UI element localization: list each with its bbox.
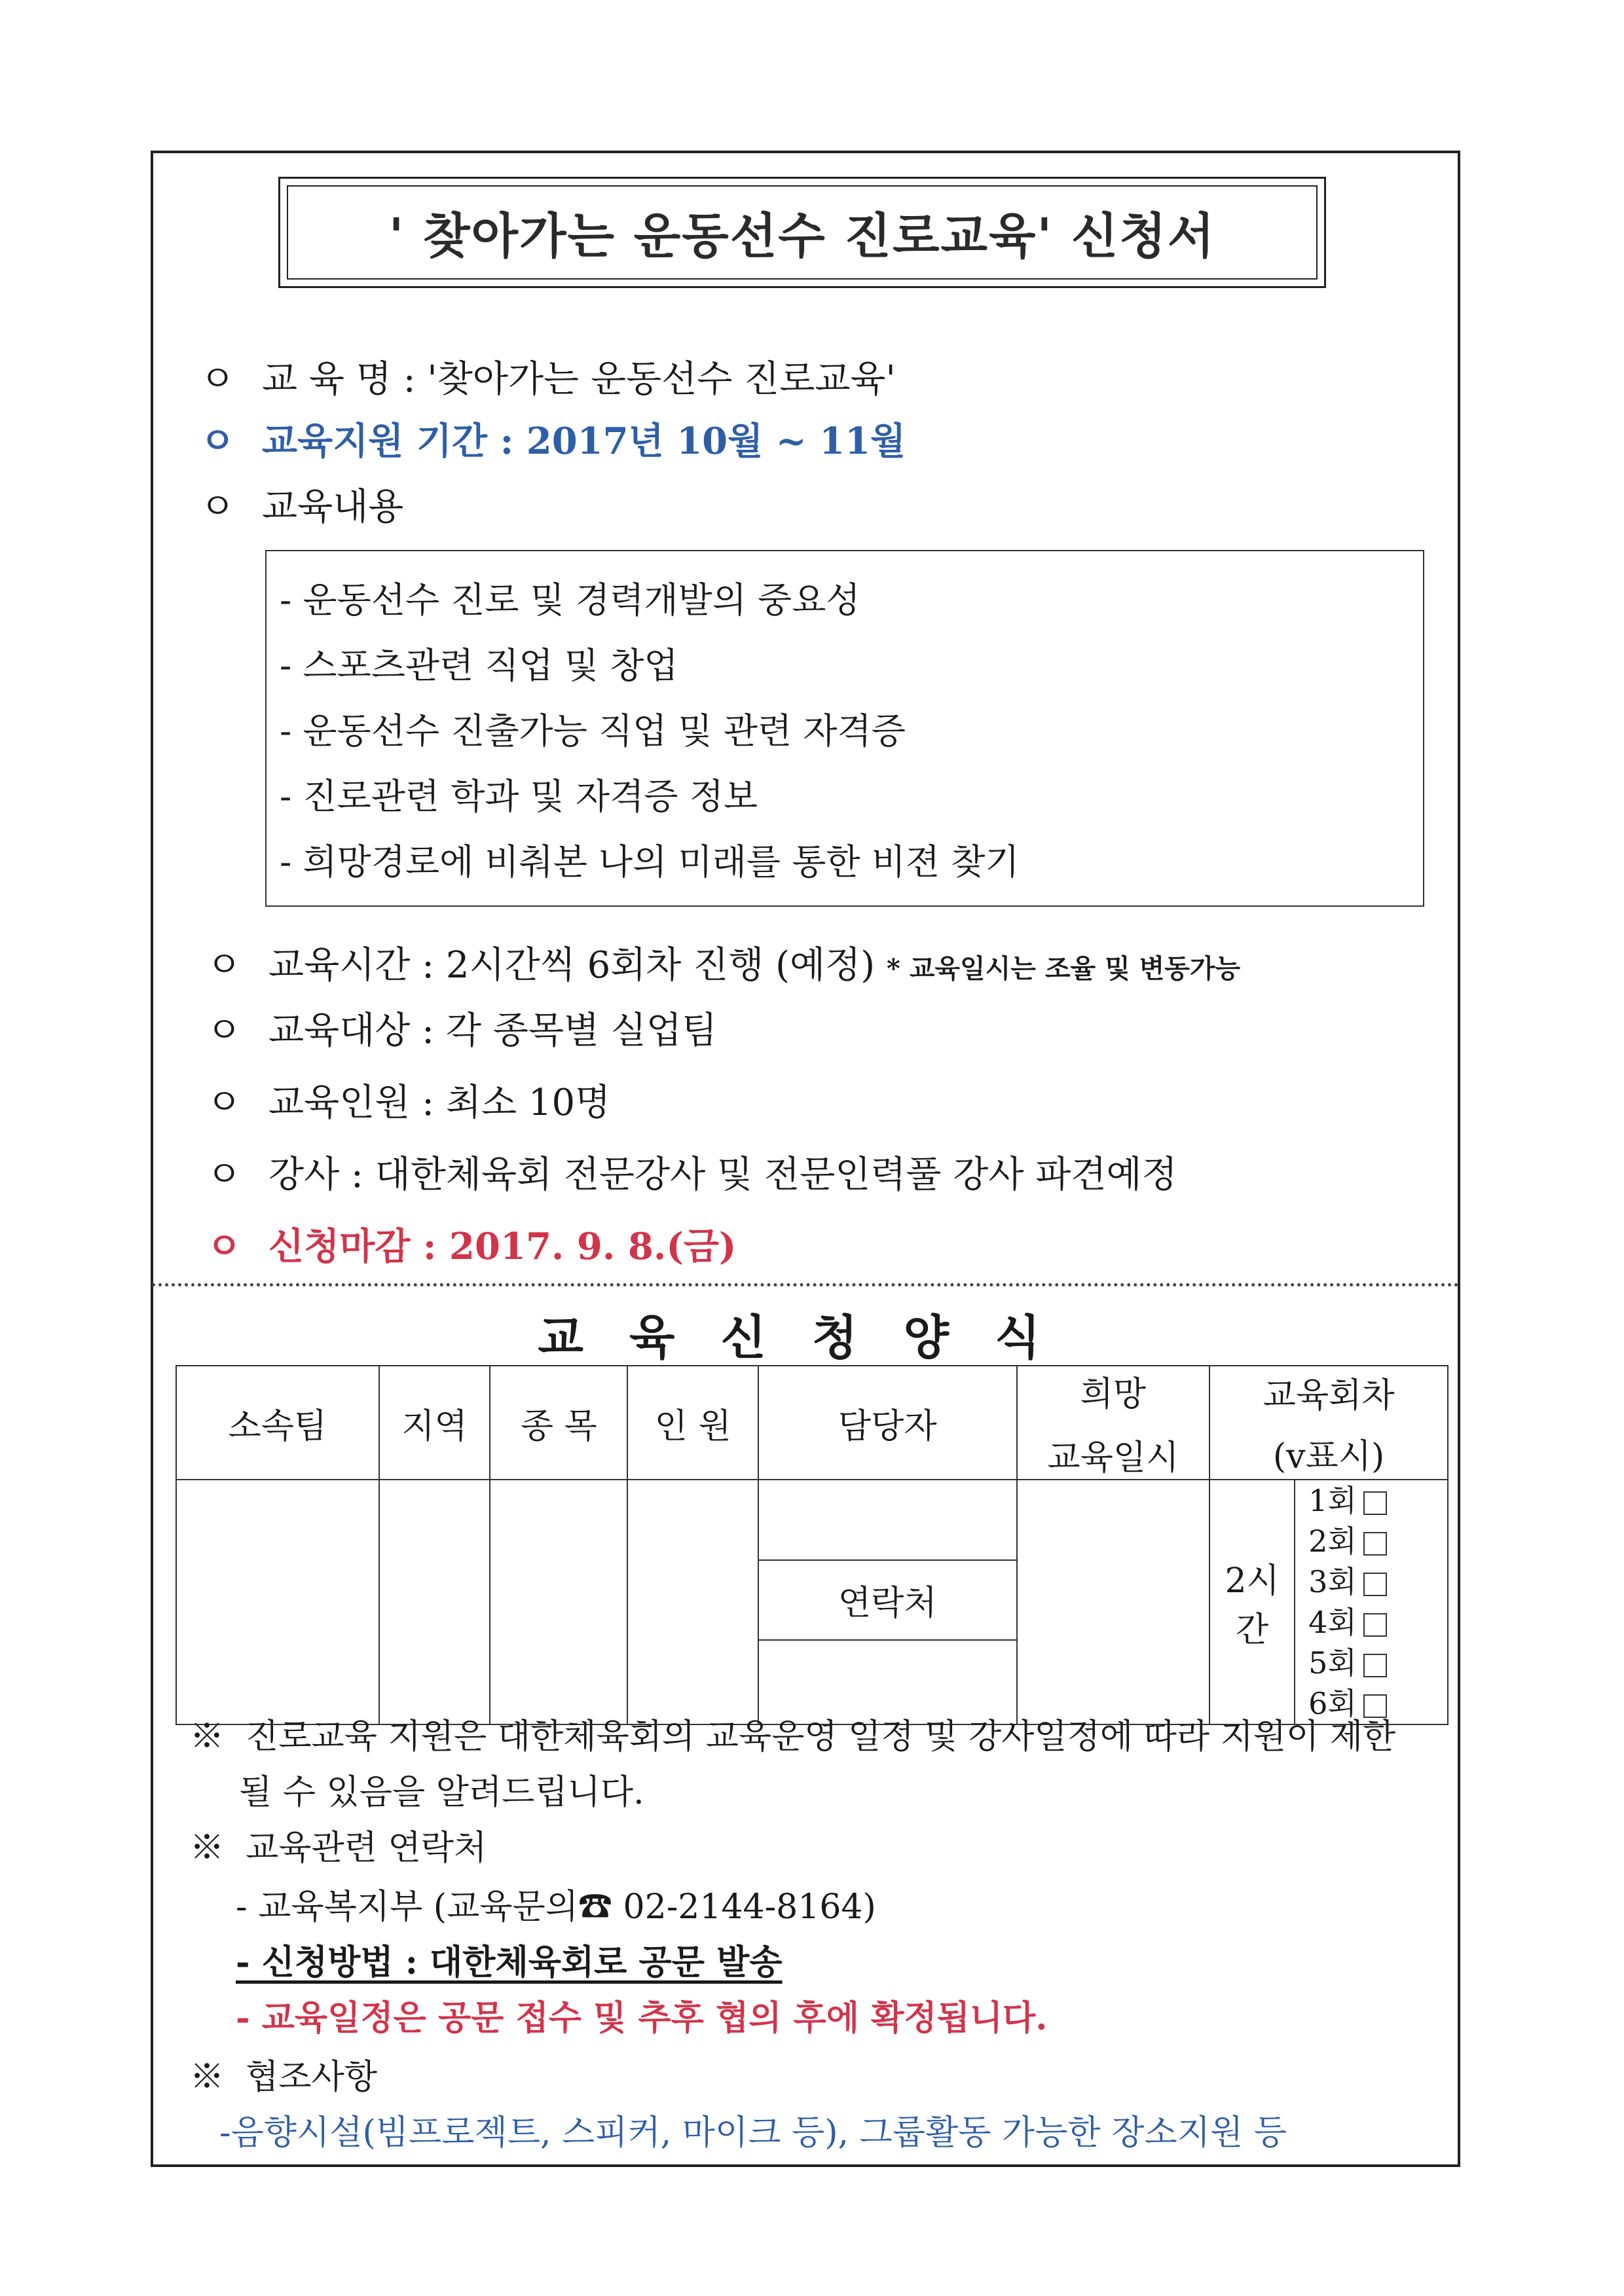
edu-time-note: * 교육일시는 조율 및 변동가능 (886, 953, 1241, 984)
instructor: 강사 : 대한체육회 전문강사 및 전문인력풀 강사 파견예정 (268, 1154, 1177, 1196)
header-manager: 담당자 (758, 1366, 1017, 1480)
edu-time: 교육시간 : 2시간씩 6회차 진행 (예정) (268, 944, 876, 987)
header-region: 지역 (379, 1366, 490, 1480)
deadline: 신청마감 : 2017. 9. 8.(금) (268, 1225, 737, 1268)
session-checkbox[interactable] (1363, 1491, 1387, 1515)
session-option[interactable]: 3회 (1308, 1561, 1447, 1602)
content-item: - 스포츠관련 직업 및 창업 (280, 645, 678, 686)
contact-dept: - 교육복지부 (교육문의☎ 02-2144-8164) (236, 1887, 876, 1927)
session-checkbox[interactable] (1363, 1532, 1387, 1556)
session-checkbox[interactable] (1363, 1613, 1387, 1637)
contact-title-line: ※ 교육관련 연락처 (190, 1829, 487, 1868)
coop-detail: -음향시설(빔프로젝트, 스피커, 마이크 등), 그룹활동 가능한 장소지원 등 (219, 2113, 1287, 2153)
sport-field[interactable] (490, 1480, 627, 1724)
edu-period: 교육지원 기간 : 2017년 10월 ~ 11월 (262, 420, 906, 463)
page-title: ' 찾아가는 운동선수 진로교육' 신청서 (388, 208, 1216, 264)
apply-method: - 신청방법 : 대한체육회로 공문 발송 (236, 1942, 783, 1982)
edu-period-line: ㅇ 교육지원 기간 : 2017년 10월 ~ 11월 (200, 420, 906, 463)
session-checkbox[interactable] (1363, 1573, 1387, 1596)
edu-name: 교 육 명 : '찾아가는 운동선수 진로교육' (262, 358, 896, 401)
application-form-table (175, 1365, 1449, 1725)
edu-target-line: ㅇ 교육대상 : 각 종목별 실업팀 (206, 1010, 718, 1052)
note1-line1: ※ 진로교육 지원은 대한체육회의 교육운영 일정 및 강사일정에 따라 지원이 제한 (190, 1717, 1396, 1757)
duration-label: 2시간 (1209, 1480, 1295, 1724)
dotted-divider (152, 1283, 1459, 1286)
edu-people-line: ㅇ 교육인원 : 최소 10명 (206, 1082, 611, 1124)
schedule-confirm: - 교육일정은 공문 접수 및 추후 협의 후에 확정됩니다. (236, 1998, 1048, 2038)
form-title: 교육신청양식 (538, 1310, 1086, 1365)
deadline-line: ㅇ 신청마감 : 2017. 9. 8.(금) (206, 1225, 737, 1268)
session-option[interactable]: 5회 (1308, 1643, 1447, 1683)
instructor-line: ㅇ 강사 : 대한체육회 전문강사 및 전문인력풀 강사 파견예정 (206, 1154, 1177, 1196)
note1-line2: 될 수 있음을 알려드립니다. (239, 1773, 644, 1812)
edu-content-label: 교육내용 (262, 486, 404, 528)
session-option[interactable]: 6회 (1308, 1683, 1447, 1724)
manager-field[interactable] (758, 1480, 1017, 1560)
session-option[interactable]: 1회 (1308, 1480, 1447, 1521)
content-item: - 운동선수 진출가능 직업 및 관련 자격증 (280, 710, 906, 752)
people-field[interactable] (627, 1480, 758, 1724)
sessions-list (1295, 1480, 1448, 1724)
team-field[interactable] (176, 1480, 379, 1724)
header-desired-date: 희망 교육일시 (1017, 1366, 1210, 1480)
edu-target: 교육대상 : 각 종목별 실업팀 (268, 1010, 718, 1052)
header-people: 인 원 (627, 1366, 758, 1480)
edu-time-line: ㅇ 교육시간 : 2시간씩 6회차 진행 (예정) * 교육일시는 조율 및 변동가능 (206, 944, 1241, 987)
session-option[interactable]: 4회 (1308, 1602, 1447, 1643)
session-option[interactable]: 2회 (1308, 1521, 1447, 1561)
content-item: - 운동선수 진로 및 경력개발의 중요성 (280, 579, 860, 621)
desired-date-field[interactable] (1017, 1480, 1210, 1724)
title-box (278, 177, 1326, 288)
contact-label: 연락처 (758, 1560, 1017, 1641)
header-team: 소속팀 (176, 1366, 379, 1480)
edu-content-box (265, 550, 1424, 907)
header-sport: 종 목 (490, 1366, 627, 1480)
edu-content-label-line: ㅇ 교육내용 (200, 486, 404, 528)
content-item: - 진로관련 학과 및 자격증 정보 (280, 776, 758, 817)
coop-title-line: ※ 협조사항 (190, 2058, 378, 2097)
content-item: - 희망경로에 비춰본 나의 미래를 통한 비젼 찾기 (280, 841, 1020, 883)
edu-name-line: ㅇ 교 육 명 : '찾아가는 운동선수 진로교육' (200, 358, 896, 401)
header-sessions: 교육회차 (v표시) (1209, 1366, 1448, 1480)
session-checkbox[interactable] (1363, 1654, 1387, 1677)
edu-people: 교육인원 : 최소 10명 (268, 1082, 611, 1124)
region-field[interactable] (379, 1480, 490, 1724)
